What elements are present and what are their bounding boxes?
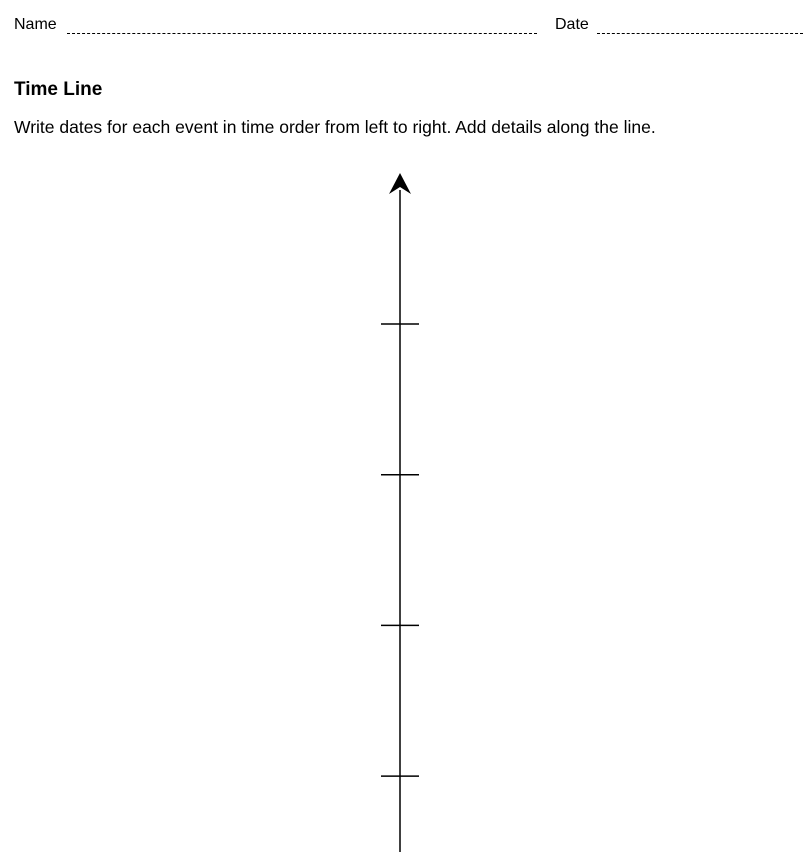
name-label: Name (14, 16, 57, 33)
date-label: Date (555, 16, 589, 33)
instructions-text: Write dates for each event in time order from left to right. Add details along the line. (14, 117, 656, 137)
page-title: Time Line (14, 79, 103, 100)
